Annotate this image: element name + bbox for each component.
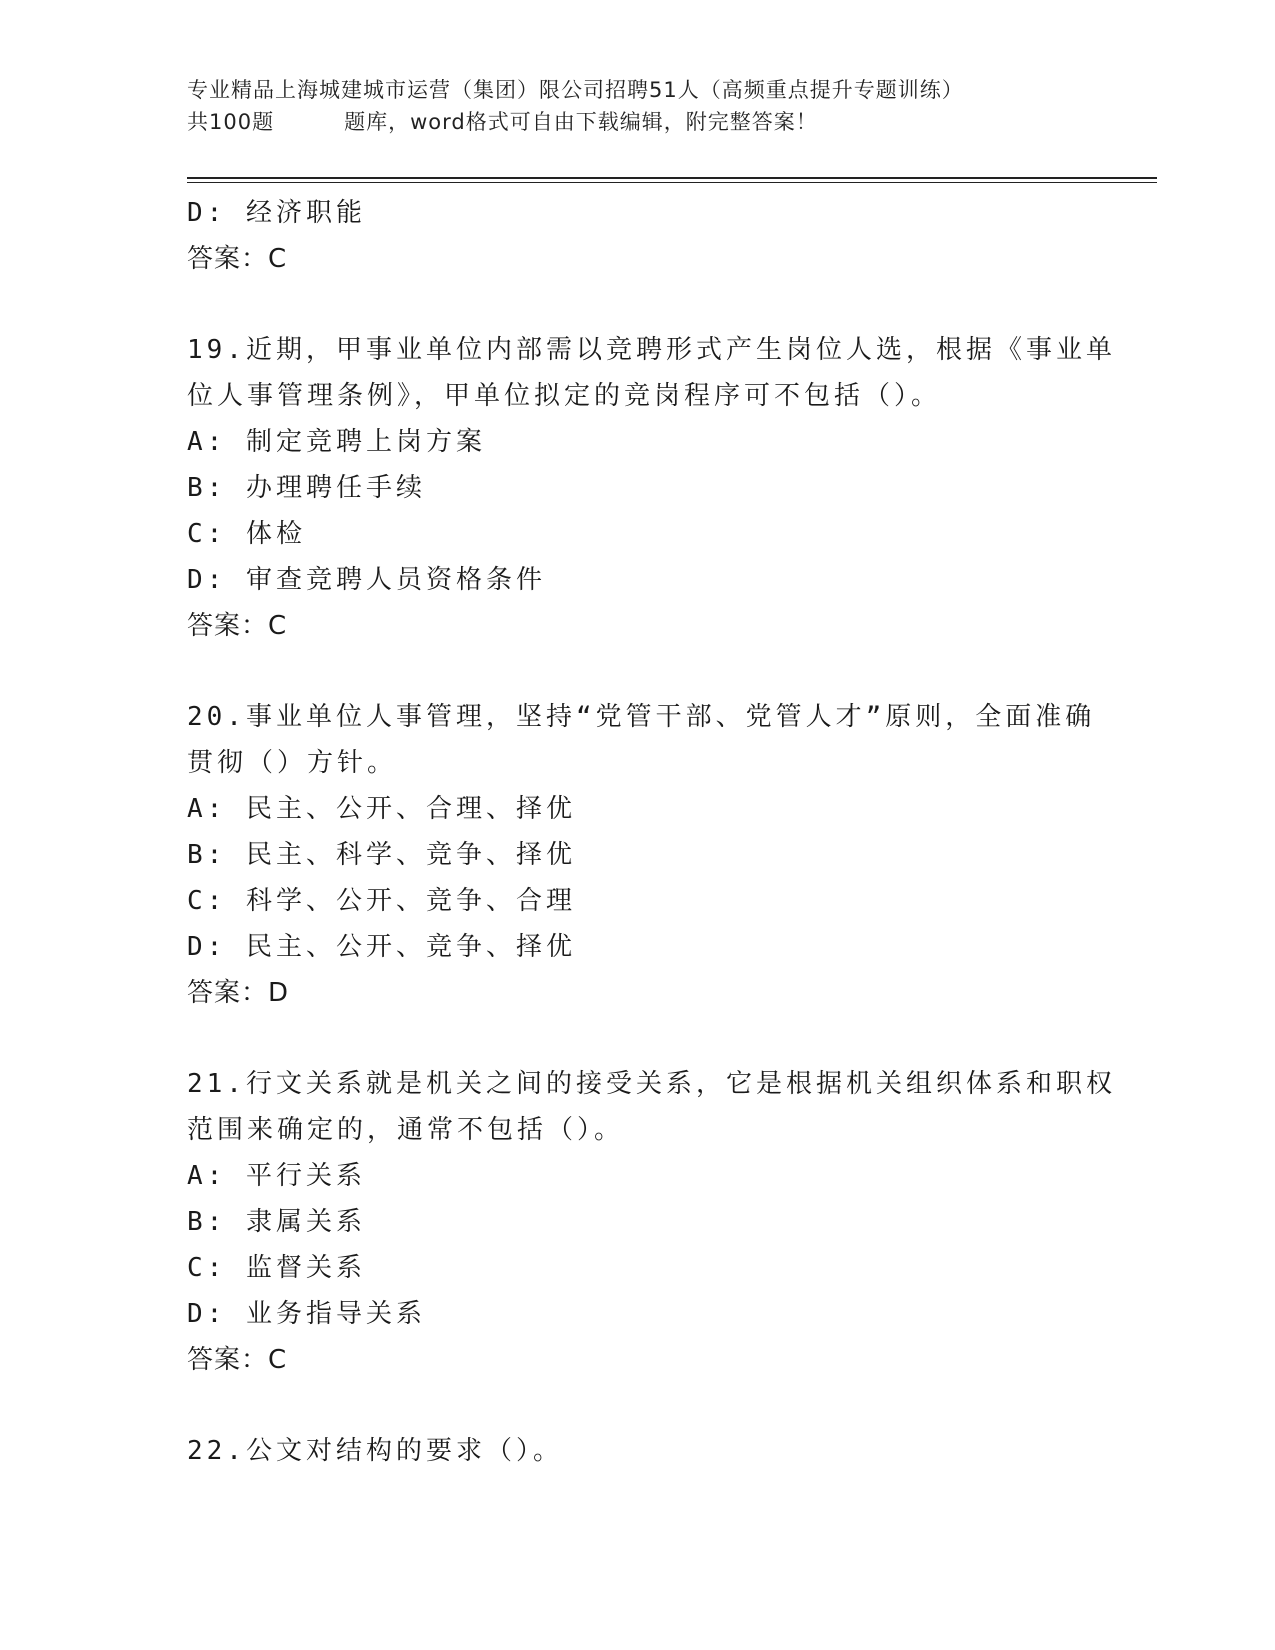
question-block-21 bbox=[187, 1061, 1116, 1383]
question-block-22 bbox=[187, 1428, 1087, 1474]
document-header bbox=[187, 74, 1087, 138]
question-text: 19.近期，甲事业单位内部需以竞聘形式产生岗位人选，根据《事业单 bbox=[187, 335, 1116, 365]
header-description: 题库，word格式可自由下载编辑，附完整答案！ bbox=[344, 110, 818, 134]
option-d: D: 民主、公开、竞争、择优 bbox=[187, 932, 576, 962]
option-b: B: 民主、科学、竞争、择优 bbox=[187, 840, 576, 870]
option-c: C: 监督关系 bbox=[187, 1253, 366, 1283]
option-d: D: 审查竞聘人员资格条件 bbox=[187, 565, 546, 595]
option-d: D: 经济职能 bbox=[187, 198, 366, 228]
option-d: D: 业务指导关系 bbox=[187, 1299, 426, 1329]
option-c: C: 科学、公开、竞争、合理 bbox=[187, 886, 576, 916]
option-a: A: 平行关系 bbox=[187, 1161, 366, 1191]
question-block-19 bbox=[187, 327, 1116, 649]
question-block-18 bbox=[187, 190, 1087, 282]
option-c: C: 体检 bbox=[187, 519, 306, 549]
question-text-cont: 范围来确定的，通常不包括（）。 bbox=[187, 1115, 625, 1145]
option-a: A: 民主、公开、合理、择优 bbox=[187, 794, 576, 824]
question-block-20 bbox=[187, 694, 1096, 1016]
header-divider-thick bbox=[187, 177, 1157, 179]
question-text-cont: 贯彻（）方针。 bbox=[187, 748, 398, 778]
question-text: 22.公文对结构的要求（）。 bbox=[187, 1436, 563, 1466]
answer: 答案：C bbox=[187, 244, 288, 274]
question-text: 20.事业单位人事管理，坚持“党管干部、党管人才”原则，全面准确 bbox=[187, 702, 1096, 732]
header-title-line: 专业精品上海城建城市运营（集团）限公司招聘51人（高频重点提升专题训练） bbox=[187, 78, 964, 102]
document-body bbox=[187, 190, 1116, 1474]
question-text-cont: 位人事管理条例》，甲单位拟定的竞岗程序可不包括（）。 bbox=[187, 381, 942, 411]
header-question-count: 共100题 bbox=[187, 110, 275, 134]
option-b: B: 隶属关系 bbox=[187, 1207, 366, 1237]
header-subtitle-line bbox=[187, 106, 1087, 138]
option-a: A: 制定竞聘上岗方案 bbox=[187, 427, 486, 457]
answer: 答案：C bbox=[187, 1345, 288, 1375]
answer: 答案：D bbox=[187, 978, 290, 1008]
question-text: 21.行文关系就是机关之间的接受关系，它是根据机关组织体系和职权 bbox=[187, 1069, 1116, 1099]
option-b: B: 办理聘任手续 bbox=[187, 473, 426, 503]
header-divider-thin bbox=[187, 182, 1157, 183]
answer: 答案：C bbox=[187, 611, 288, 641]
